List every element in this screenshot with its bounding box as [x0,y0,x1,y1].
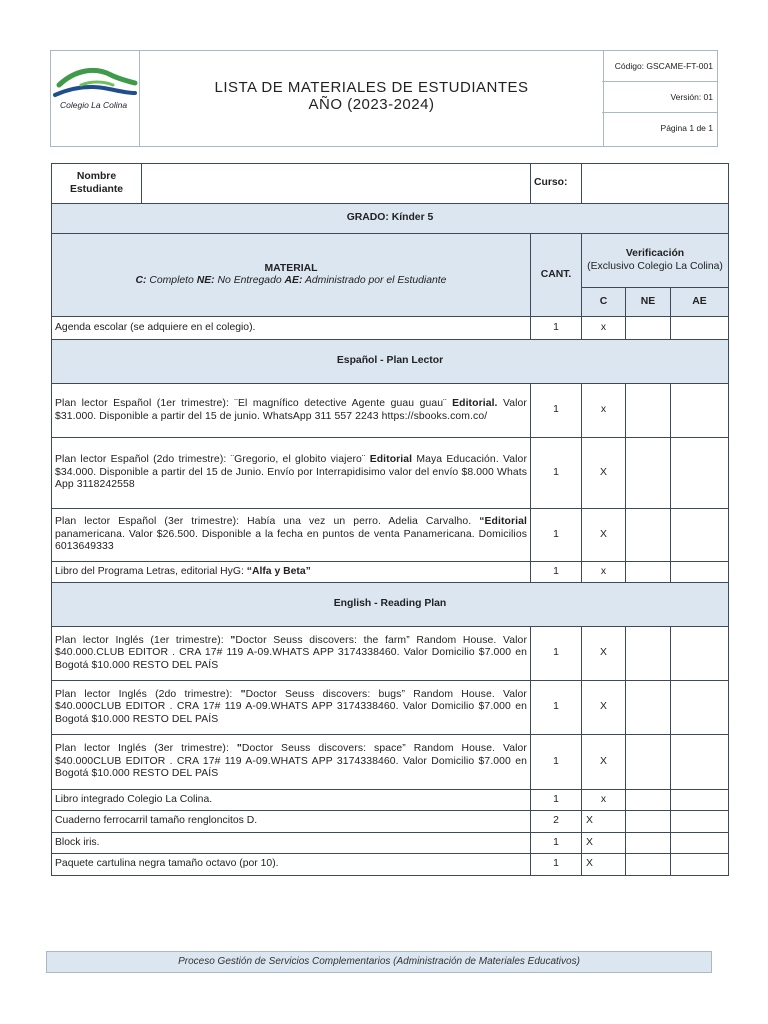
ae-header: AE [671,288,729,317]
item-ae[interactable] [671,509,729,562]
item-c[interactable]: X [582,735,626,790]
legend-ne: NE: [196,275,215,286]
desc-part: Doctor Seuss discovers: space” Random House. Valor $40.000CLUB EDITOR . CRA 17# 119 A-09.WHATS APP 3174338460. Valor Domicilio $7.000 en Bogotá $10.000 RESTO DEL PAÍS [55,743,527,780]
column-header-row [52,234,729,288]
desc-bold: Editorial [369,454,413,466]
item-cant: 1 [531,317,582,340]
table-row [52,317,729,340]
item-cant: 1 [531,790,582,811]
item-c[interactable]: X [582,811,626,833]
item-desc: Block iris. [52,833,531,854]
desc-bold: “Editorial [479,516,527,528]
item-ae[interactable] [671,562,729,583]
item-ae[interactable] [671,627,729,681]
desc-part: Plan lector Español (1er trimestre): ¨El magnífico detective Agente guau guau¨ [55,398,453,409]
item-cant: 1 [531,735,582,790]
item-desc [52,438,531,509]
desc-part: Doctor Seuss discovers: bugs” Random House. Valor $40.000CLUB EDITOR . CRA 17# 119 A-09.WHATS APP 3174338460. Valor Domicilio $7.000 en Bogotá $10.000 RESTO DEL PAÍS [55,688,527,725]
pagina: Página 1 de 1 [660,123,713,133]
table-row [52,735,729,790]
item-ne[interactable] [626,509,671,562]
school-logo [51,51,140,146]
verificacion-sub: (Exclusivo Colegio La Colina) [587,260,723,272]
document-title [140,51,604,146]
material-header [52,234,531,317]
section-row [52,583,729,627]
item-cant: 1 [531,681,582,735]
item-cant: 1 [531,438,582,509]
item-ne[interactable] [626,854,671,876]
document-meta [602,51,717,146]
desc-bold: Editorial. [452,398,498,409]
item-cant: 1 [531,627,582,681]
item-desc [52,509,531,562]
verificacion-label: Verificación [625,248,685,259]
student-row [52,164,729,204]
item-ne[interactable] [626,627,671,681]
item-cant: 1 [531,562,582,583]
title-line-2: AÑO (2023-2024) [308,96,435,113]
desc-bold: " [230,634,236,646]
item-c[interactable]: X [582,509,626,562]
item-ne[interactable] [626,811,671,833]
codigo: Código: GSCAME-FT-001 [602,51,717,82]
table-row [52,811,729,833]
legend-ae-text: Administrado por el Estudiante [302,275,447,286]
desc-part: panamericana. Valor $26.500. Disponible a la fecha en puntos de venta Panamericana. Domicilios 6013649333 [55,528,527,553]
curso-field[interactable] [582,164,729,204]
curso-label: Curso: [531,164,582,204]
item-ae[interactable] [671,438,729,509]
legend-ne-text: No Entregado [214,275,285,286]
table-row [52,854,729,876]
item-ae[interactable] [671,735,729,790]
item-ne[interactable] [626,562,671,583]
table-row [52,562,729,583]
material-header-label: MATERIAL [264,262,318,274]
table-row [52,790,729,811]
legend-ae: AE: [284,275,303,286]
title-line-1: LISTA DE MATERIALES DE ESTUDIANTES [214,79,529,96]
item-cant: 1 [531,509,582,562]
item-ae[interactable] [671,317,729,340]
item-c[interactable]: x [582,562,626,583]
version: Versión: 01 [602,82,717,113]
item-cant: 1 [531,854,582,876]
c-header: C [582,288,626,317]
grado: GRADO: Kínder 5 [52,204,729,234]
item-cant: 1 [531,384,582,438]
item-c[interactable]: X [582,681,626,735]
desc-part: Maya Educación. Valor $34.000. Disponible a partir del 15 de Junio. Envío por Interrapidisimo valor del envío $8.000 Whats App 3118242558 [55,454,527,491]
item-c[interactable]: x [582,317,626,340]
materials-table [51,163,729,876]
section-es: Español - Plan Lector [52,340,729,384]
item-desc: Libro integrado Colegio La Colina. [52,790,531,811]
table-row [52,509,729,562]
desc-part: Libro del Programa Letras, editorial HyG: [55,565,247,577]
item-desc: Paquete cartulina negra tamaño octavo (por 10). [52,854,531,876]
item-ae[interactable] [671,811,729,833]
desc-part: Plan lector Español (2do trimestre): ¨Gregorio, el globito viajero¨ [55,454,370,466]
ne-header: NE [626,288,671,317]
legend-c-text: Completo [146,275,197,286]
desc-bold: " [236,743,242,755]
item-desc [52,384,531,438]
item-ae[interactable] [671,681,729,735]
item-ne[interactable] [626,438,671,509]
item-c[interactable]: X [582,627,626,681]
item-ae[interactable] [671,790,729,811]
verificacion-header [582,234,729,288]
desc-part: Valor $31.000. Disponible a partir del 15 de junio. WhatsApp 311 557 2243 https://sbooks.com.co/ [55,398,527,422]
desc-bold: “Alfa y Beta” [246,565,311,577]
item-desc [52,735,531,790]
nombre-field[interactable] [142,164,531,204]
legend [55,275,527,288]
item-desc [52,562,531,583]
item-ne[interactable] [626,833,671,854]
desc-part: Plan lector Español (3er trimestre): Había una vez un perro. Adelia Carvalho. [55,516,480,528]
table-row [52,438,729,509]
item-ae[interactable] [671,833,729,854]
item-desc: Agenda escolar (se adquiere en el colegio). [52,317,531,340]
item-ne[interactable] [626,681,671,735]
footer-process: Proceso Gestión de Servicios Complementarios (Administración de Materiales Educativos) [46,951,712,973]
item-ne[interactable] [626,384,671,438]
desc-part: Doctor Seuss discovers: the farm” Random House. Valor $40.000.CLUB EDITOR . CRA 17# 119 A-09.WHATS APP 3174338460. Valor Domicilio $7.000 en Bogotá $10.000 RESTO DEL PAÍS [55,634,527,671]
desc-part: Plan lector Inglés (2do trimestre): [55,688,241,700]
table-row [52,384,729,438]
logo-text: Colegio La Colina [60,100,128,110]
item-desc: Cuaderno ferrocarril tamaño rengloncitos D. [52,811,531,833]
item-ae[interactable] [671,854,729,876]
item-cant: 1 [531,833,582,854]
table-row [52,627,729,681]
grado-row [52,204,729,234]
desc-bold: " [240,688,246,700]
section-row [52,340,729,384]
item-ne[interactable] [626,790,671,811]
item-ne[interactable] [626,735,671,790]
item-cant: 2 [531,811,582,833]
item-c[interactable]: X [582,854,626,876]
item-c[interactable]: X [582,833,626,854]
table-row [52,681,729,735]
item-desc [52,681,531,735]
desc-part: Plan lector Inglés (3er trimestre): [55,743,237,755]
item-c[interactable]: X [582,438,626,509]
item-desc [52,627,531,681]
item-c[interactable]: x [582,790,626,811]
legend-c: C: [135,275,147,286]
section-en: English - Reading Plan [52,583,729,627]
item-ne[interactable] [626,317,671,340]
cant-header: CANT. [531,234,582,317]
document-header [50,50,718,147]
table-row [52,833,729,854]
item-ae[interactable] [671,384,729,438]
item-c[interactable]: x [582,384,626,438]
desc-part: Plan lector Inglés (1er trimestre): [55,634,231,646]
nombre-label: Nombre Estudiante [52,164,142,204]
